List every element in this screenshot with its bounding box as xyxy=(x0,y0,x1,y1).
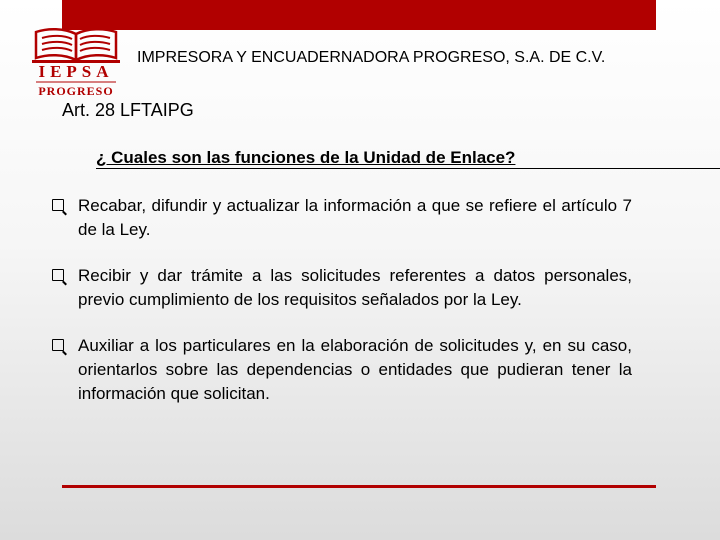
iepsa-logo xyxy=(28,26,124,100)
book-icon xyxy=(28,26,124,66)
question-text: ¿ Cuales son las funciones de la Unidad de Enlace? xyxy=(96,148,516,167)
slide-question xyxy=(96,148,720,169)
functions-list xyxy=(52,194,632,428)
logo-divider xyxy=(36,81,116,83)
article-reference: Art. 28 LFTAIPG xyxy=(62,100,194,120)
list-item-text: Recabar, difundir y actualizar la información a que se refiere el artículo 7 de la Ley. xyxy=(78,196,632,239)
bottom-accent-line xyxy=(62,485,656,488)
list-item xyxy=(52,334,632,406)
list-item-text: Recibir y dar trámite a las solicitudes referentes a datos personales, previo cumplimiento de los requisitos señalados por la Ley. xyxy=(78,266,632,309)
company-name: IMPRESORA Y ENCUADERNADORA PROGRESO, S.A. DE C.V. xyxy=(137,49,606,66)
list-item xyxy=(52,264,632,312)
logo-wordmark: IEPSA xyxy=(38,62,114,81)
checkbox-bullet-icon xyxy=(52,339,64,351)
top-accent-bar xyxy=(62,0,656,30)
checkbox-bullet-icon xyxy=(52,199,64,211)
list-item-text: Auxiliar a los particulares en la elaboración de solicitudes y, en su caso, orientarlos sobre las dependencias o entidades que pudieran tener la información que solicitan. xyxy=(78,336,632,403)
checkbox-bullet-icon xyxy=(52,269,64,281)
list-item xyxy=(52,194,632,242)
logo-subtitle: PROGRESO xyxy=(38,84,114,98)
